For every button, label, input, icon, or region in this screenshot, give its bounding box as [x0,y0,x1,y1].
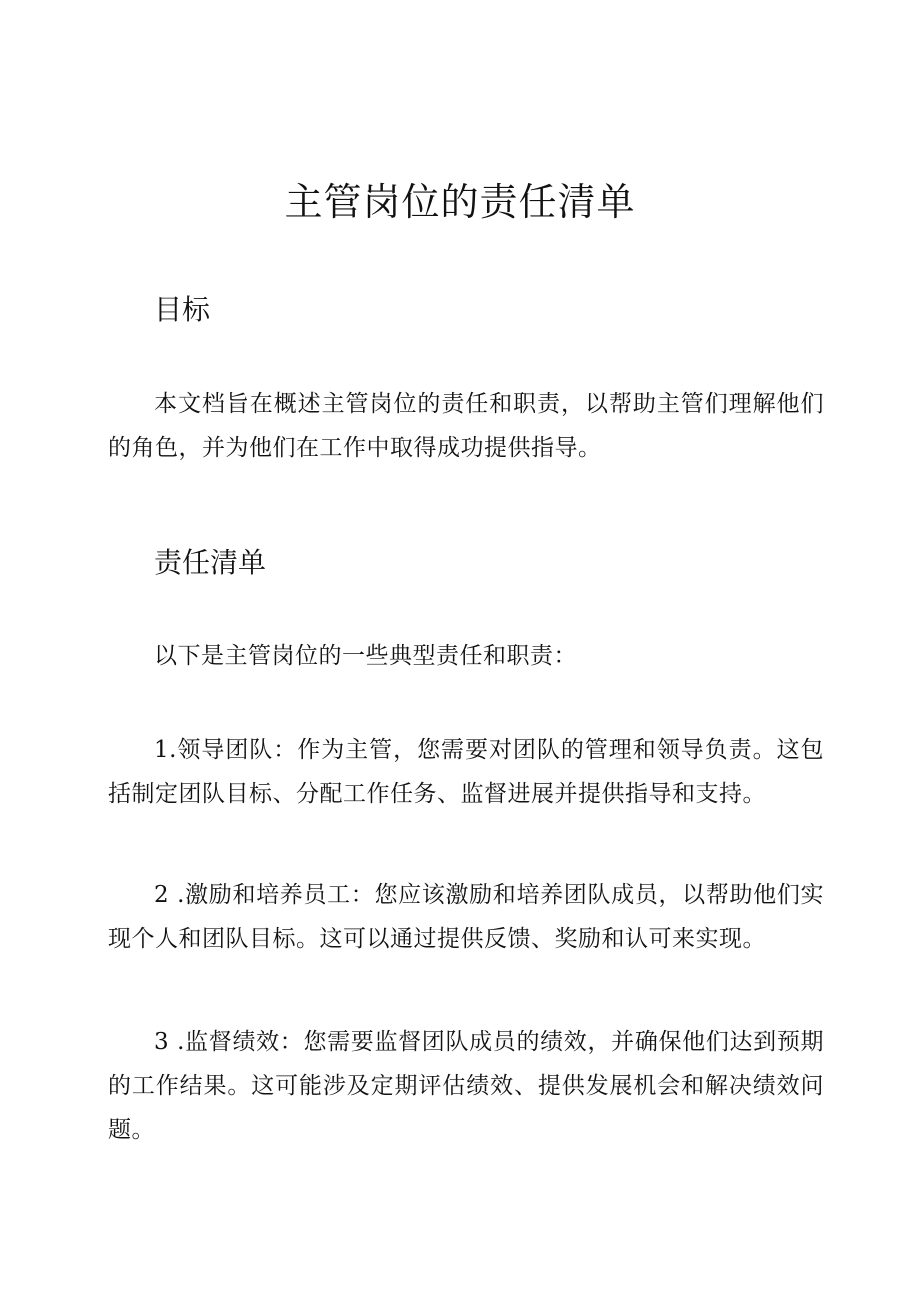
responsibilities-intro: 以下是主管岗位的一些典型责任和职责： [154,643,577,669]
goal-paragraph: 本文档旨在概述主管岗位的责任和职责，以帮助主管们理解他们的角色，并为他们在工作中取得成功提供指导。 [108,391,824,461]
list-item-number: 3 . [154,1029,185,1055]
list-item-text: 激励和培养员工：您应该激励和培养团队成员，以帮助他们实现个人和团队目标。这可以通过提供反馈、奖励和认可来实现。 [108,882,825,952]
list-item [108,728,824,816]
list-item-number: 2 . [154,882,185,908]
section-heading-goal: 目标 [154,293,211,326]
list-item-number: 1. [154,737,177,763]
list-item [108,1020,824,1152]
list-item [108,873,824,961]
list-item-text: 领导团队：作为主管，您需要对团队的管理和领导负责。这包括制定团队目标、分配工作任务、监督进展并提供指导和支持。 [108,737,824,807]
list-item-text: 监督绩效：您需要监督团队成员的绩效，并确保他们达到预期的工作结果。这可能涉及定期评估绩效、提供发展机会和解决绩效问题。 [108,1029,825,1143]
document-title: 主管岗位的责任清单 [284,180,636,224]
section-heading-responsibilities: 责任清单 [154,546,267,579]
